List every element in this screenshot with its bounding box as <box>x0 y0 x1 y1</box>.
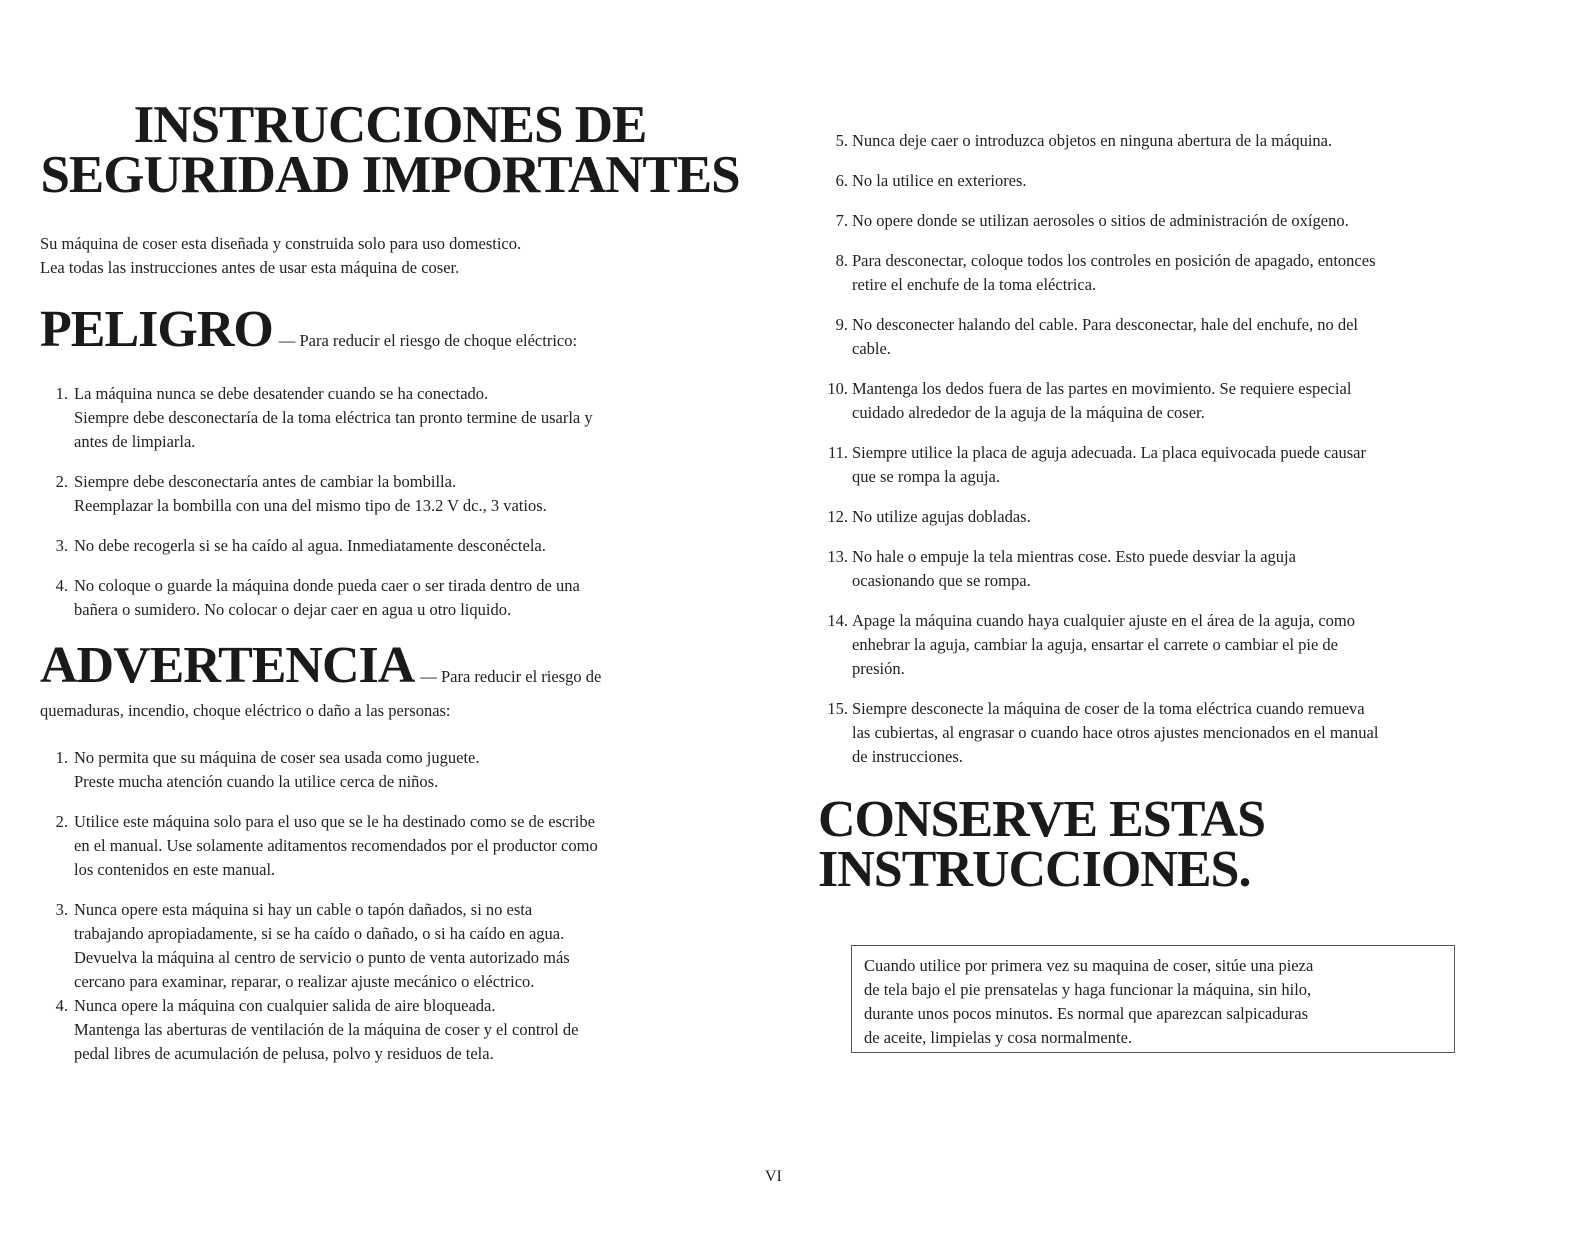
note-line: Cuando utilice por primera vez su maquina de coser, sitúe una pieza <box>864 956 1314 975</box>
list-item-line: pedal libres de acumulación de pelusa, polvo y residuos de tela. <box>74 1044 494 1063</box>
list-item-line: Nunca deje caer o introduzca objetos en ninguna abertura de la máquina. <box>852 131 1333 150</box>
list-item-text <box>74 810 760 882</box>
list-item-number: 11. <box>827 443 848 462</box>
list-item <box>818 169 1518 193</box>
list-item-number: 12. <box>827 507 848 526</box>
list-item-number: 9. <box>835 315 848 334</box>
page-title-line-2: SEGURIDAD IMPORTANTES <box>40 146 740 204</box>
list-item <box>818 249 1518 297</box>
list-item-text <box>852 697 1518 769</box>
list-item-text <box>74 574 760 622</box>
conserve-heading <box>818 791 1266 898</box>
list-item-number: 5. <box>835 131 848 150</box>
list-item-text <box>852 313 1518 361</box>
page-title-line-1: INSTRUCCIONES DE <box>133 96 647 154</box>
list-item-number: 7. <box>835 211 848 230</box>
list-item-line: que se rompa la aguja. <box>852 467 1000 486</box>
list-item-number: 4. <box>55 996 68 1015</box>
intro-paragraph <box>40 232 740 280</box>
list-item <box>0 382 760 454</box>
list-item <box>0 810 760 882</box>
peligro-heading-word: PELIGRO <box>40 301 273 358</box>
list-item <box>818 697 1518 769</box>
list-item-line: No la utilice en exteriores. <box>852 171 1027 190</box>
list-item-line: Nunca opere la máquina con cualquier salida de aire bloqueada. <box>74 996 496 1015</box>
list-item-text <box>74 470 760 518</box>
page-title <box>40 96 740 204</box>
peligro-subtitle: — Para reducir el riesgo de choque eléctrico: <box>278 331 578 350</box>
advertencia-heading <box>40 636 601 695</box>
list-item-line: No opere donde se utilizan aerosoles o sitios de administración de oxígeno. <box>852 211 1349 230</box>
list-item-line: los contenidos en este manual. <box>74 860 276 879</box>
list-item <box>818 505 1518 529</box>
list-item-text <box>852 129 1518 153</box>
list-item-text <box>74 994 760 1066</box>
list-item-line: en el manual. Use solamente aditamentos recomendados por el productor como <box>74 836 598 855</box>
list-item-line: La máquina nunca se debe desatender cuando se ha conectado. <box>74 384 489 403</box>
list-item-number: 3. <box>55 536 68 555</box>
list-item <box>0 898 760 994</box>
list-item-line: No coloque o guarde la máquina donde pueda caer o ser tirada dentro de una <box>74 576 580 595</box>
list-item-line: No desconecter halando del cable. Para desconectar, hale del enchufe, no del <box>852 315 1359 334</box>
list-item-line: Nunca opere esta máquina si hay un cable o tapón dañados, si no esta <box>74 900 533 919</box>
list-item-line: No utilize agujas dobladas. <box>852 507 1031 526</box>
list-item-text <box>852 169 1518 193</box>
list-item-text <box>852 441 1518 489</box>
list-item-line: Reemplazar la bombilla con una del mismo tipo de 13.2 V dc., 3 vatios. <box>74 496 547 515</box>
list-item-text <box>852 609 1518 681</box>
note-line: de tela bajo el pie prensatelas y haga funcionar la máquina, sin hilo, <box>864 980 1312 999</box>
list-item-line: las cubiertas, al engrasar o cuando hace otros ajustes mencionados en el manual <box>852 723 1379 742</box>
list-item-line: No debe recogerla si se ha caído al agua. Inmediatamente desconéctela. <box>74 536 546 555</box>
list-item-line: cable. <box>852 339 891 358</box>
list-item-line: Utilice este máquina solo para el uso que se le ha destinado como se de escribe <box>74 812 595 831</box>
list-item-line: de instrucciones. <box>852 747 963 766</box>
list-item-text <box>852 505 1518 529</box>
peligro-list <box>0 382 760 622</box>
list-item-line: trabajando apropiadamente, si se ha caído o dañado, o si ha caído en agua. <box>74 924 565 943</box>
list-item-text <box>852 209 1518 233</box>
list-item-line: Siempre debe desconectaría de la toma eléctrica tan pronto termine de usarla y <box>74 408 593 427</box>
list-item-line: No hale o empuje la tela mientras cose. Esto puede desviar la aguja <box>852 547 1296 566</box>
note-line: de aceite, limpielas y cosa normalmente. <box>864 1028 1133 1047</box>
list-item-line: Para desconectar, coloque todos los controles en posición de apagado, entonces <box>852 251 1376 270</box>
list-item-line: enhebrar la aguja, cambiar la aguja, ensartar el carrete o cambiar el pie de <box>852 635 1339 654</box>
list-item-line: Preste mucha atención cuando la utilice cerca de niños. <box>74 772 439 791</box>
list-item <box>818 377 1518 425</box>
list-item-text <box>852 545 1518 593</box>
note-line: durante unos pocos minutos. Es normal que aparezcan salpicaduras <box>864 1004 1308 1023</box>
list-item-number: 2. <box>55 812 68 831</box>
list-item <box>818 313 1518 361</box>
list-item-number: 6. <box>835 171 848 190</box>
list-item-text <box>852 377 1518 425</box>
list-item <box>818 209 1518 233</box>
intro-line-1: Su máquina de coser esta diseñada y construida solo para uso domestico. <box>40 234 522 253</box>
conserve-line-1: CONSERVE ESTAS <box>818 791 1266 848</box>
peligro-heading <box>40 300 577 359</box>
list-item-number: 4. <box>55 576 68 595</box>
list-item-line: Mantenga las aberturas de ventilación de la máquina de coser y el control de <box>74 1020 579 1039</box>
list-item-number: 15. <box>827 699 848 718</box>
list-item-line: presión. <box>852 659 905 678</box>
list-item <box>0 994 760 1066</box>
list-item-text <box>74 898 760 994</box>
list-item-line: No permita que su máquina de coser sea usada como juguete. <box>74 748 480 767</box>
list-item <box>0 470 760 518</box>
list-item-number: 1. <box>55 384 68 403</box>
list-item <box>818 609 1518 681</box>
list-item-line: Siempre desconecte la máquina de coser de la toma eléctrica cuando remueva <box>852 699 1365 718</box>
list-item-line: cuidado alrededor de la aguja de la máquina de coser. <box>852 403 1205 422</box>
advertencia-list <box>0 746 760 1066</box>
list-item <box>818 545 1518 593</box>
advertencia-subtitle-continued: quemaduras, incendio, choque eléctrico o daño a las personas: <box>40 701 451 720</box>
list-item-text <box>74 746 760 794</box>
list-item-text <box>74 534 760 558</box>
conserve-line-2: INSTRUCCIONES. <box>818 841 1251 898</box>
list-item-line: Apage la máquina cuando haya cualquier ajuste en el área de la aguja, como <box>852 611 1356 630</box>
list-item-text <box>852 249 1518 297</box>
list-item-number: 14. <box>827 611 848 630</box>
list-item-line: cercano para examinar, reparar, o realizar ajuste mecánico o eléctrico. <box>74 972 535 991</box>
list-item-line: antes de limpiarla. <box>74 432 196 451</box>
list-item-line: Siempre debe desconectaría antes de cambiar la bombilla. <box>74 472 457 491</box>
list-item <box>0 746 760 794</box>
list-item-number: 13. <box>827 547 848 566</box>
advertencia-subtitle: — Para reducir el riesgo de <box>420 667 602 686</box>
list-item-number: 3. <box>55 900 68 919</box>
list-item-number: 2. <box>55 472 68 491</box>
list-item <box>818 129 1518 153</box>
list-item-line: Siempre utilice la placa de aguja adecuada. La placa equivocada puede causar <box>852 443 1366 462</box>
list-item-line: Mantenga los dedos fuera de las partes en movimiento. Se requiere especial <box>852 379 1352 398</box>
intro-line-2: Lea todas las instrucciones antes de usar esta máquina de coser. <box>40 258 460 277</box>
advertencia-heading-word: ADVERTENCIA <box>40 637 415 694</box>
list-item <box>0 534 760 558</box>
list-item <box>818 441 1518 489</box>
list-item-number: 8. <box>835 251 848 270</box>
first-use-note <box>851 945 1455 1053</box>
safety-list-continued <box>818 129 1518 769</box>
list-item-line: Devuelva la máquina al centro de servicio o punto de venta autorizado más <box>74 948 570 967</box>
list-item-line: bañera o sumidero. No colocar o dejar caer en agua u otro liquido. <box>74 600 512 619</box>
list-item-number: 1. <box>55 748 68 767</box>
list-item-line: ocasionando que se rompa. <box>852 571 1031 590</box>
page-number: VI <box>765 1168 782 1185</box>
list-item <box>0 574 760 622</box>
list-item-line: retire el enchufe de la toma eléctrica. <box>852 275 1097 294</box>
list-item-number: 10. <box>827 379 848 398</box>
list-item-text <box>74 382 760 454</box>
